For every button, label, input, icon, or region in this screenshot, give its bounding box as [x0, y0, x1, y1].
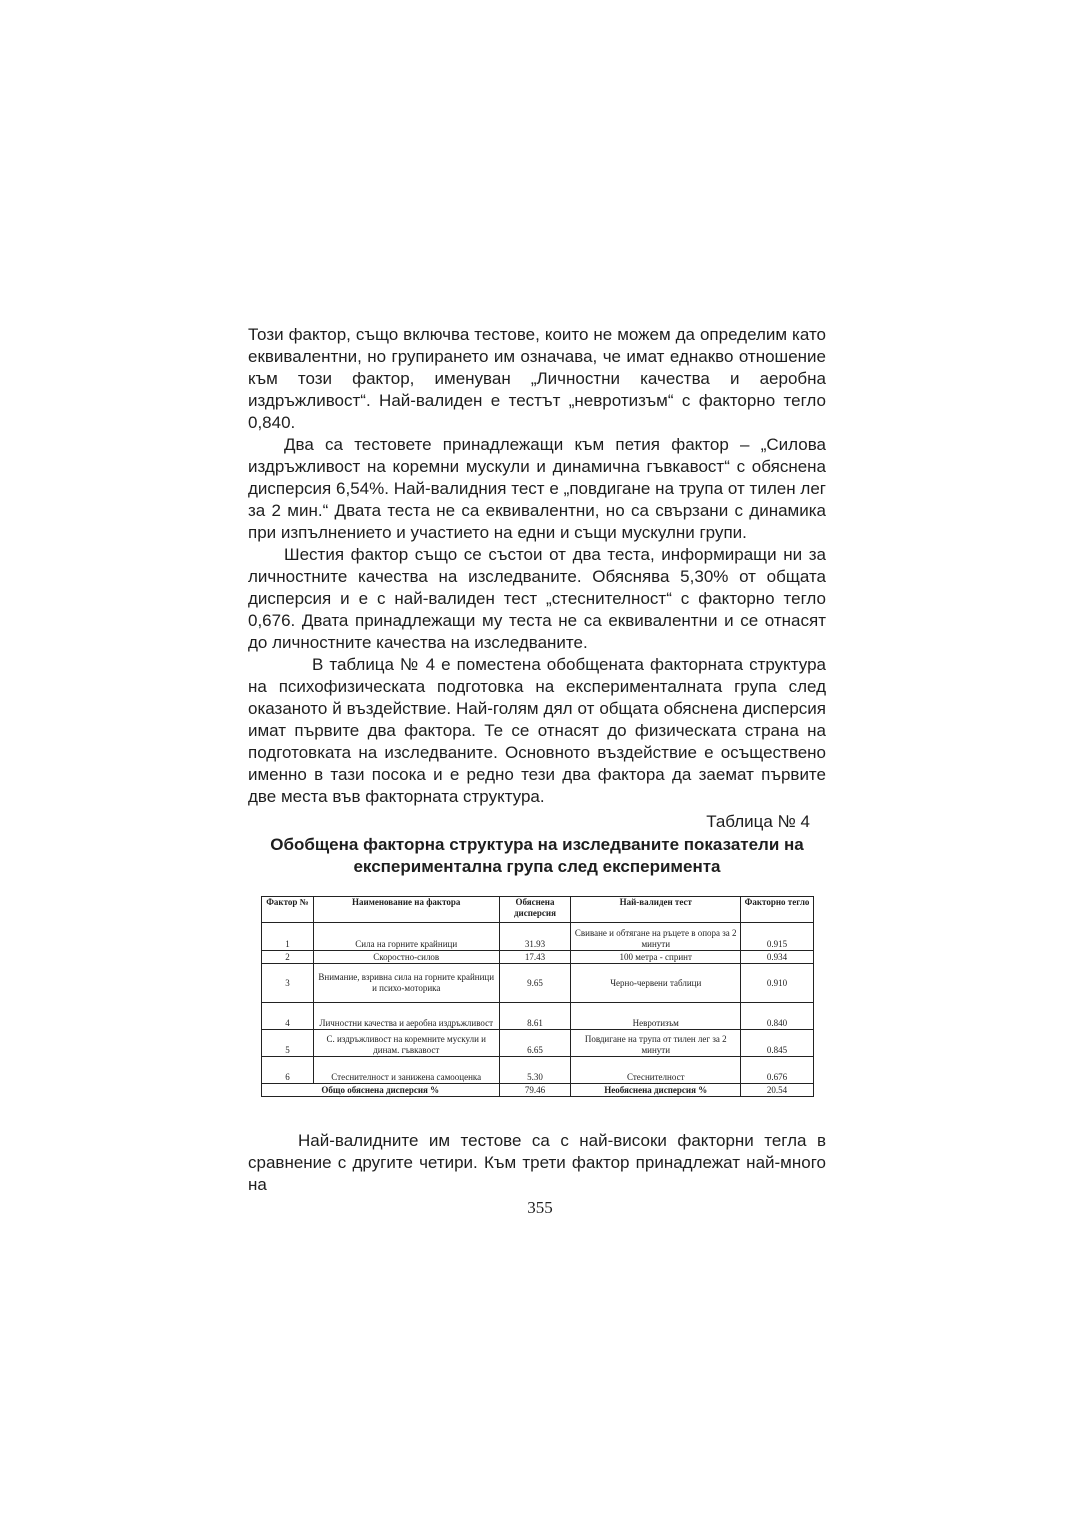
cell-test: Свиване и обтягане на ръцете в опора за 2 минути — [571, 923, 741, 951]
cell-no: 4 — [262, 1003, 314, 1030]
paragraph: Този фактор, също включва тестове, които не можем да определим като еквивалентни, но групирането им означава, че имат еднакво отношение към този фактор, именуван „Личностни качества и аеробна издръжливост“. Най-валиден е тестът „невротизъм“ с факторно тегло 0,840. — [248, 325, 826, 432]
cell-name: Внимание, взривна сила на горните крайници и психо-моторика — [313, 964, 499, 1003]
paragraph: Най-валидните им тестове са с най-високи факторни тегла в сравнение с другите четири. Към трети фактор принадлежат най-много на — [248, 1131, 826, 1194]
cell-weight: 0.840 — [741, 1003, 814, 1030]
cell-no: 5 — [262, 1030, 314, 1057]
table-title-line: Обобщена факторна структура на изследваните показатели на — [270, 835, 804, 854]
paragraph: Два са тестовете принадлежащи към петия фактор – „Силова издръжливост на коремни мускули и динамична гъвкавост“ с обяснена дисперсия 6,54%. Най-валидния тест е „повдигане на трупа от тилен лег за 2 мин.“ Двата теста не са еквивалентни, но са свързани с динамика при изпълнението и участието на едни и същи мускулни групи. — [248, 435, 826, 542]
cell-name: Личностни качества и аеробна издръжливост — [313, 1003, 499, 1030]
cell-variance: 17.43 — [499, 951, 571, 964]
table-total-row — [262, 1084, 814, 1097]
cell-variance: 8.61 — [499, 1003, 571, 1030]
table-row — [262, 1057, 814, 1084]
table-title — [248, 834, 826, 878]
table-row — [262, 1030, 814, 1057]
header-test: Най-валиден тест — [571, 897, 741, 923]
cell-test: Черно-червени таблици — [571, 964, 741, 1003]
total-unexplained-value: 20.54 — [741, 1084, 814, 1097]
cell-weight: 0.934 — [741, 951, 814, 964]
cell-no: 6 — [262, 1057, 314, 1084]
cell-weight: 0.676 — [741, 1057, 814, 1084]
cell-test: 100 метра - спринт — [571, 951, 741, 964]
table-title-line: експериментална група след експеримента — [353, 857, 721, 876]
cell-no: 1 — [262, 923, 314, 951]
cell-no: 3 — [262, 964, 314, 1003]
cell-variance: 31.93 — [499, 923, 571, 951]
cell-variance: 6.65 — [499, 1030, 571, 1057]
table-row — [262, 951, 814, 964]
cell-test: Повдигане на трупа от тилен лег за 2 минути — [571, 1030, 741, 1057]
cell-weight: 0.845 — [741, 1030, 814, 1057]
paragraph: В таблица № 4 е поместена обобщената факторната структура на психофизическата подготовка на експерименталната група след оказаното й въздействие. Най-голям дял от общата обяснена дисперсия имат първите два фактора. Те се отнасят до физическата страна на подготовката на изследваните. Основното въздействие е осъществено именно в тази посока и е редно тези два фактора да заемат първите две места във факторната структура. — [248, 655, 826, 806]
body-text-continued — [248, 1130, 826, 1196]
table-header-row — [262, 897, 814, 923]
body-text — [248, 324, 826, 808]
cell-no: 2 — [262, 951, 314, 964]
header-variance: Обяснена дисперсия — [499, 897, 571, 923]
cell-name: Скоростно-силов — [313, 951, 499, 964]
cell-test: Невротизъм — [571, 1003, 741, 1030]
cell-weight: 0.910 — [741, 964, 814, 1003]
cell-variance: 9.65 — [499, 964, 571, 1003]
cell-name: Стеснителност и занижена самооценка — [313, 1057, 499, 1084]
table-row — [262, 964, 814, 1003]
factor-table — [261, 896, 814, 1097]
cell-name: Сила на горните крайници — [313, 923, 499, 951]
total-explained-label: Общо обяснена дисперсия % — [262, 1084, 500, 1097]
cell-weight: 0.915 — [741, 923, 814, 951]
header-name: Наименование на фактора — [313, 897, 499, 923]
total-explained-value: 79.46 — [499, 1084, 571, 1097]
cell-test: Стеснителност — [571, 1057, 741, 1084]
page-number: 355 — [527, 1198, 553, 1217]
table-number: Таблица № 4 — [706, 812, 810, 831]
header-factor-no: Фактор № — [262, 897, 314, 923]
total-unexplained-label: Необяснена дисперсия % — [571, 1084, 741, 1097]
cell-variance: 5.30 — [499, 1057, 571, 1084]
cell-name: С. издръжливост на коремните мускули и динам. гъвкавост — [313, 1030, 499, 1057]
paragraph: Шестия фактор също се състои от два теста, информиращи ни за личностните качества на изследваните. Обяснява 5,30% от общата дисперсия и е с най-валиден тест „стеснителност“ с факторно тегло 0,676. Двата принадлежащи му теста не са еквивалентни и се отнасят до личностните качества на изследваните. — [248, 545, 826, 652]
table-row — [262, 1003, 814, 1030]
table-row — [262, 923, 814, 951]
header-weight: Факторно тегло — [741, 897, 814, 923]
